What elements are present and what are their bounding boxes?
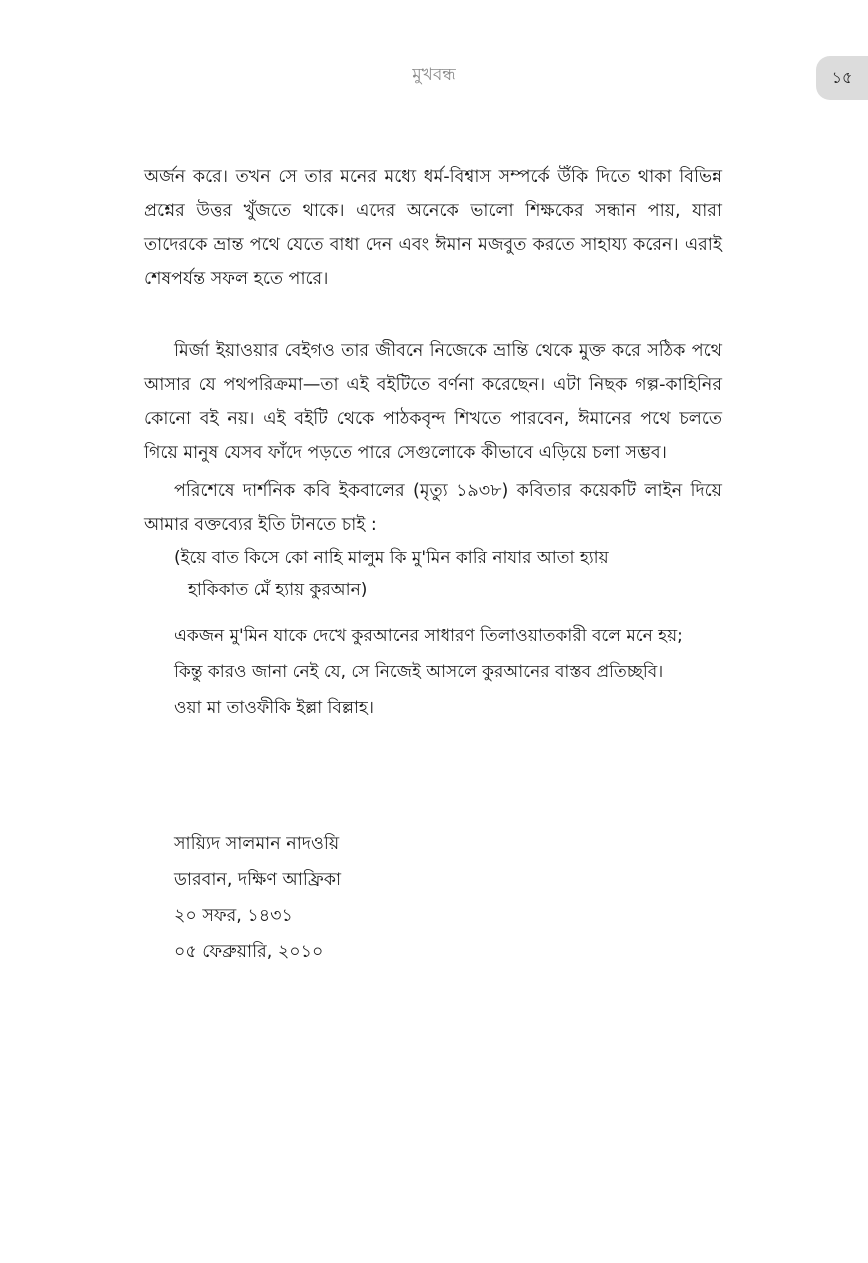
page-number: ১৫ xyxy=(831,67,853,87)
paragraph-1: অর্জন করে। তখন সে তার মনের মধ্যে ধর্ম-বিশ্বাস সম্পর্কে উঁকি দিতে থাকা বিভিন্ন প্রশ্নের উত্তর খুঁজতে থাকে। এদের অনেকে ভালো শিক্ষকের সন্ধান পায়, যারা তাদেরকে ভ্রান্ত পথে যেতে বাধা দেন এবং ঈমান মজবুত করতে সাহায্য করেন। এরাই শেষপর্যন্ত সফল হতে পারে। xyxy=(144,167,722,289)
translation-block xyxy=(174,618,722,726)
poem-block xyxy=(174,542,722,606)
translation-line-1: একজন মু'মিন যাকে দেখে কুরআনের সাধারণ তিলাওয়াতকারী বলে মনে হয়; xyxy=(174,626,683,646)
translation-line-2: কিন্তু কারও জানা নেই যে, সে নিজেই আসলে কুরআনের বাস্তব প্রতিচ্ছবি। xyxy=(174,662,664,682)
gregorian-date: ০৫ ফেব্রুয়ারি, ২০১০ xyxy=(174,942,324,962)
paragraph-2: মির্জা ইয়াওয়ার বেইগও তার জীবনে নিজেকে ভ্রান্তি থেকে মুক্ত করে সঠিক পথে আসার যে পথপরিক্রমা—তা এই বইটিতে বর্ণনা করেছেন। এটা নিছক গল্প-কাহিনির কোনো বই নয়। এই বইটি থেকে পাঠকবৃন্দ শিখতে পারবেন, ঈমানের পথে চলতে গিয়ে মানুষ যেসব ফাঁদে পড়তে পারে সেগুলোকে কীভাবে এড়িয়ে চলা সম্ভব। xyxy=(144,341,722,463)
author-name: সায়্যিদ সালমান নাদওয়ি xyxy=(174,834,340,854)
paragraph-3: পরিশেষে দার্শনিক কবি ইকবালের (মৃত্যু ১৯৩৮) কবিতার কয়েকটি লাইন দিয়ে আমার বক্তব্যের ইতি টানতে চাই : xyxy=(144,481,722,535)
poem-line-1: (ইয়ে বাত কিসে কো নাহি মালুম কি মু'মিন কারি নাযার আতা হ্যায় xyxy=(174,548,609,568)
page-body xyxy=(144,160,722,726)
page-number-tab xyxy=(816,56,868,100)
closing-dua: ওয়া মা তাওফীকি ইল্লা বিল্লাহ। xyxy=(174,698,374,718)
poem-line-2: হাকিকাত মেঁ হ্যায় কুরআন) xyxy=(188,580,368,600)
running-header: মুখবন্ধ xyxy=(412,65,456,85)
author-place: ডারবান, দক্ষিণ আফ্রিকা xyxy=(174,870,342,890)
signature-block xyxy=(174,826,341,970)
hijri-date: ২০ সফর, ১৪৩১ xyxy=(174,906,293,926)
